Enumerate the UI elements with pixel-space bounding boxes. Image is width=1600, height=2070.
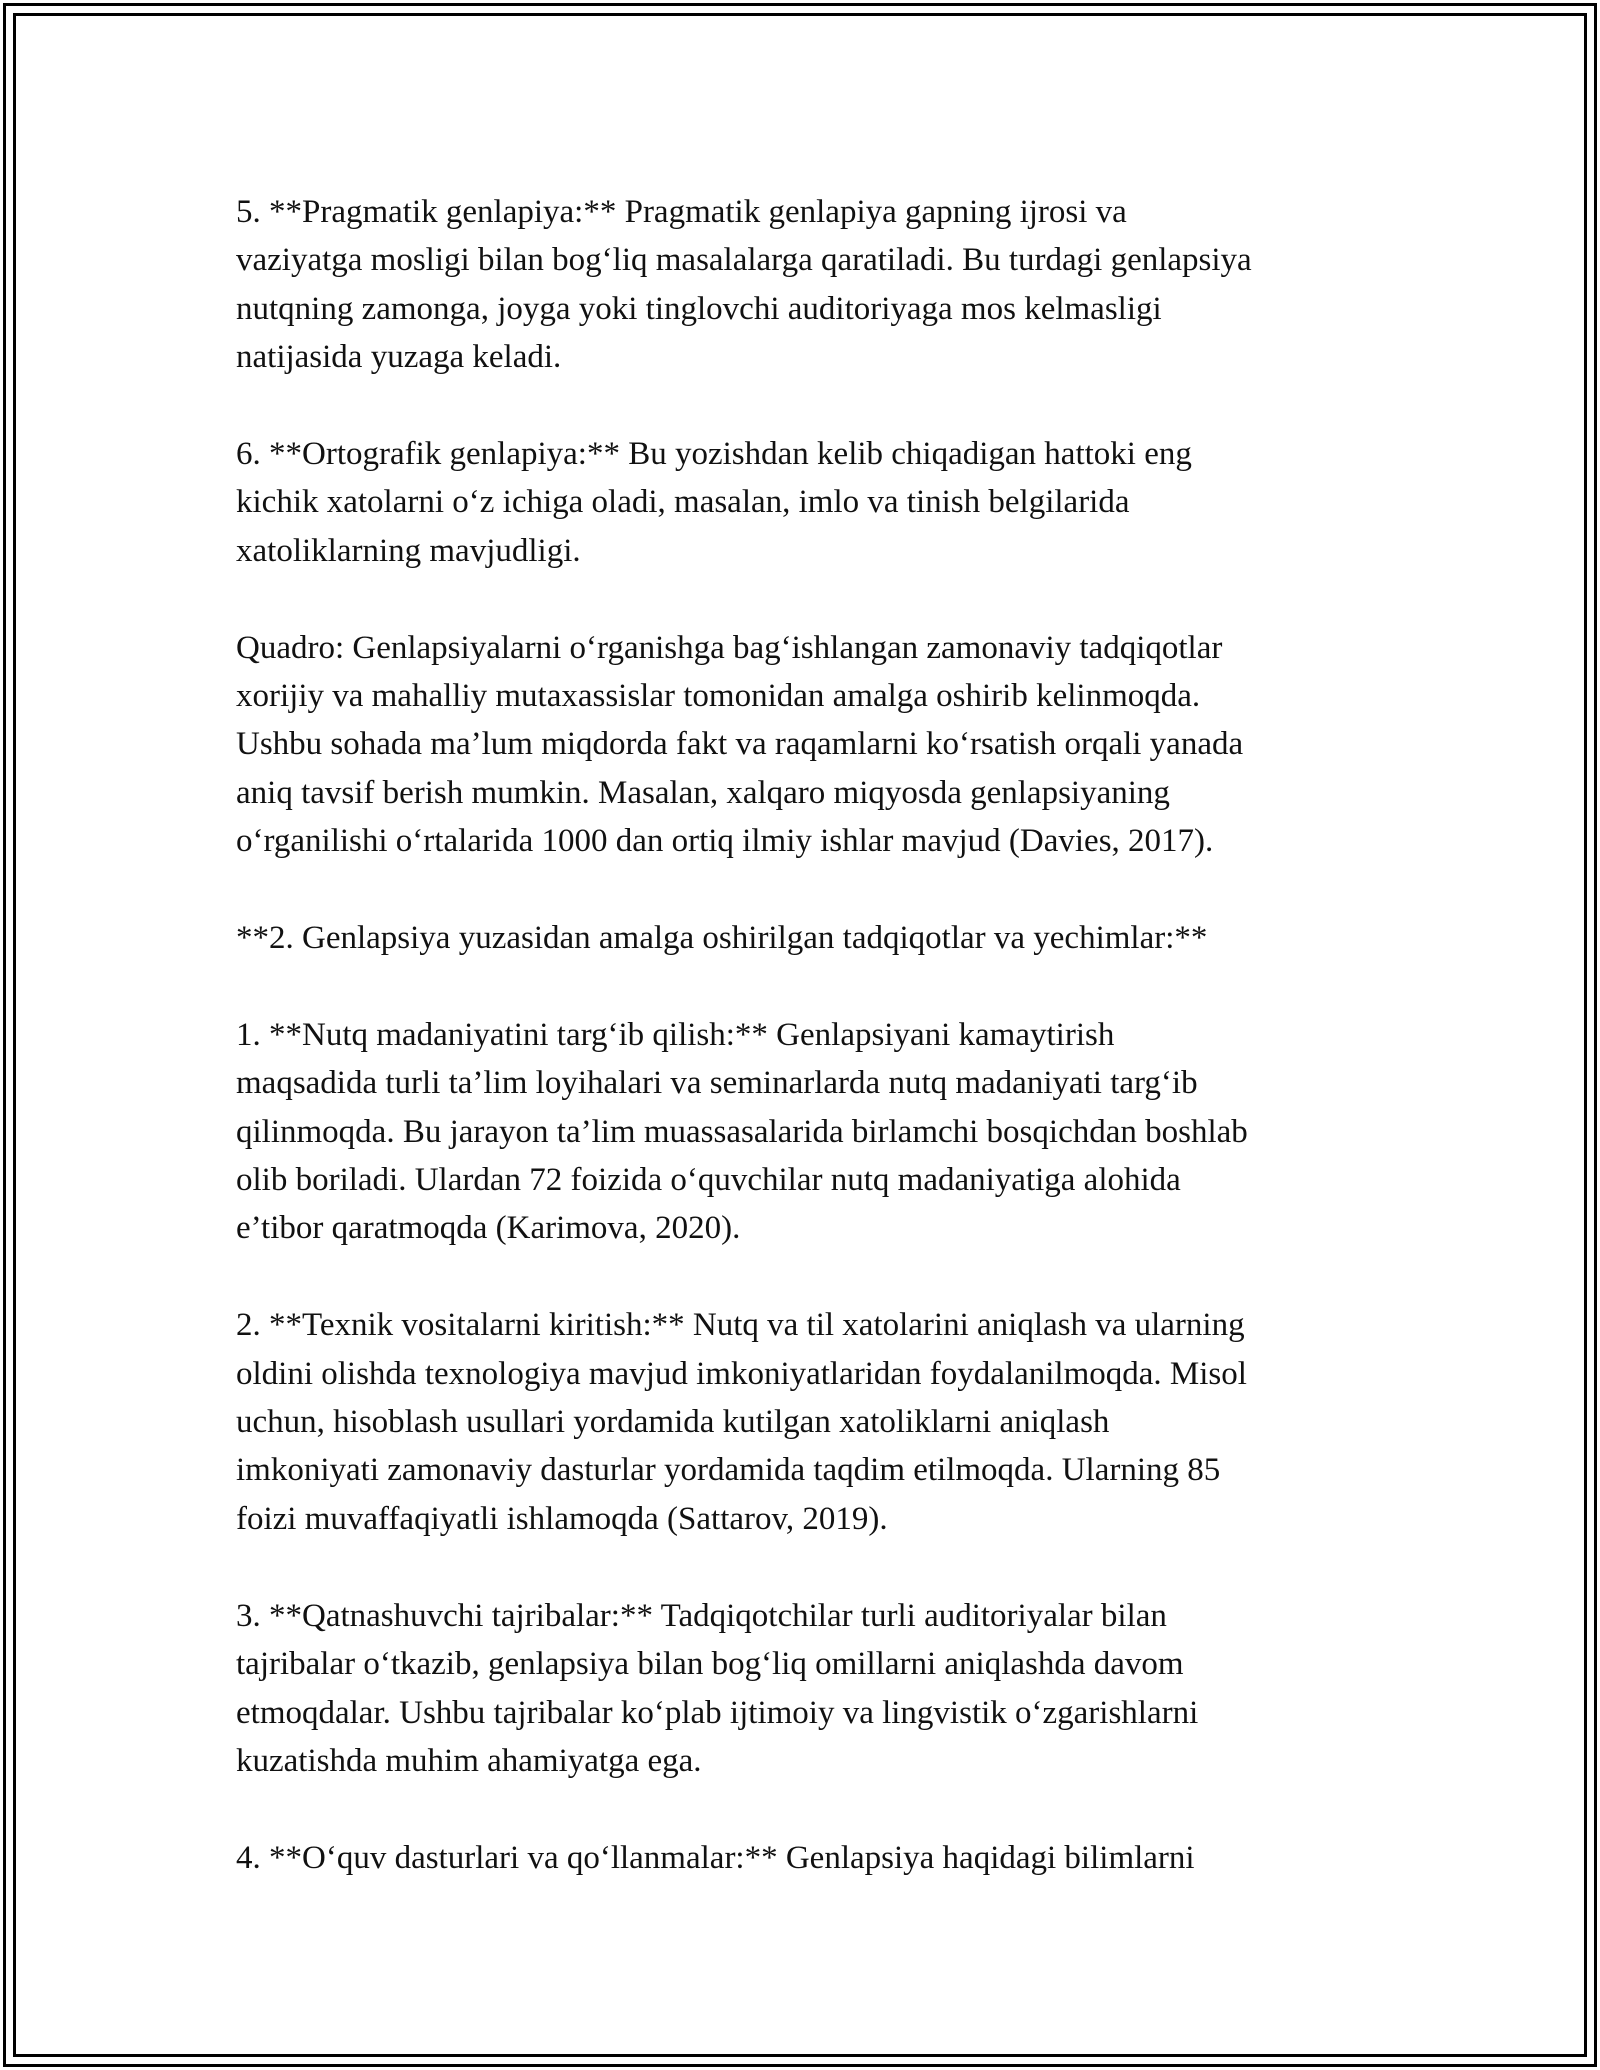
paragraph-ortografik-genlapiya: 6. **Ortografik genlapiya:** Bu yozishdan kelib chiqadigan hattoki eng kichik xatolarni o‘z ichiga oladi, masalan, imlo va tinish belgilarida xatoliklarning mavjudligi. xyxy=(236,436,1192,569)
section-heading: **2. Genlapsiya yuzasidan amalga oshirilgan tadqiqotlar va yechimlar:** xyxy=(236,920,1208,957)
paragraph-nutq-madaniyati: 1. **Nutq madaniyatini targ‘ib qilish:** Genlapsiyani kamaytirish maqsadida turli ta’lim loyihalari va seminarlarda nutq madaniyati targ‘ib qilinmoqda. Bu jarayon ta’lim muassasalarida birlamchi bosqichdan boshlab olib boriladi. Ulardan 72 foizida o‘quvchilar nutq madaniyatiga alohida e’tibor qaratmoqda (Karimova, 2020). xyxy=(236,1016,1248,1247)
document-body xyxy=(236,188,1386,1882)
paragraph-pragmatik-genlapiya: 5. **Pragmatik genlapiya:** Pragmatik genlapiya gapning ijrosi va vaziyatga mosligi bilan bog‘liq masalalarga qaratiladi. Bu turdagi genlapsiya nutqning zamonga, joyga yoki tinglovchi auditoriyaga mos kelmasligi natijasida yuzaga keladi. xyxy=(236,194,1252,376)
paragraph-texnik-vositalar: 2. **Texnik vositalarni kiritish:** Nutq va til xatolarini aniqlash va ularning oldini olishda texnologiya mavjud imkoniyatlaridan foydalanilmoqda. Misol uchun, hisoblash usullari yordamida kutilgan xatoliklarni aniqlash imkoniyati zamonaviy dasturlar yordamida taqdim etilmoqda. Ularning 85 foizi muvaffaqiyatli ishlamoqda (Sattarov, 2019). xyxy=(236,1307,1247,1537)
paragraph-quadro: Quadro: Genlapsiyalarni o‘rganishga bag‘ishlangan zamonaviy tadqiqotlar xorijiy va mahalliy mutaxassislar tomonidan amalga oshirib kelinmoqda. Ushbu sohada ma’lum miqdorda fakt va raqamlarni ko‘rsatish orqali yanada aniq tavsif berish mumkin. Masalan, xalqaro miqyosda genlapsiyaning o‘rganilishi o‘rtalarida 1000 dan ortiq ilmiy ishlar mavjud (Davies, 2017). xyxy=(236,629,1244,860)
paragraph-qatnashuvchi-tajribalar: 3. **Qatnashuvchi tajribalar:** Tadqiqotchilar turli auditoriyalar bilan tajribalar o‘tkazib, genlapsiya bilan bog‘liq omillarni aniqlashda davom etmoqdalar. Ushbu tajribalar ko‘plab ijtimoiy va lingvistik o‘zgarishlarni kuzatishda muhim ahamiyatga ega. xyxy=(236,1597,1199,1779)
paragraph-oquv-dasturlari: 4. **O‘quv dasturlari va qo‘llanmalar:** Genlapsiya haqidagi bilimlarni xyxy=(236,1839,1195,1876)
